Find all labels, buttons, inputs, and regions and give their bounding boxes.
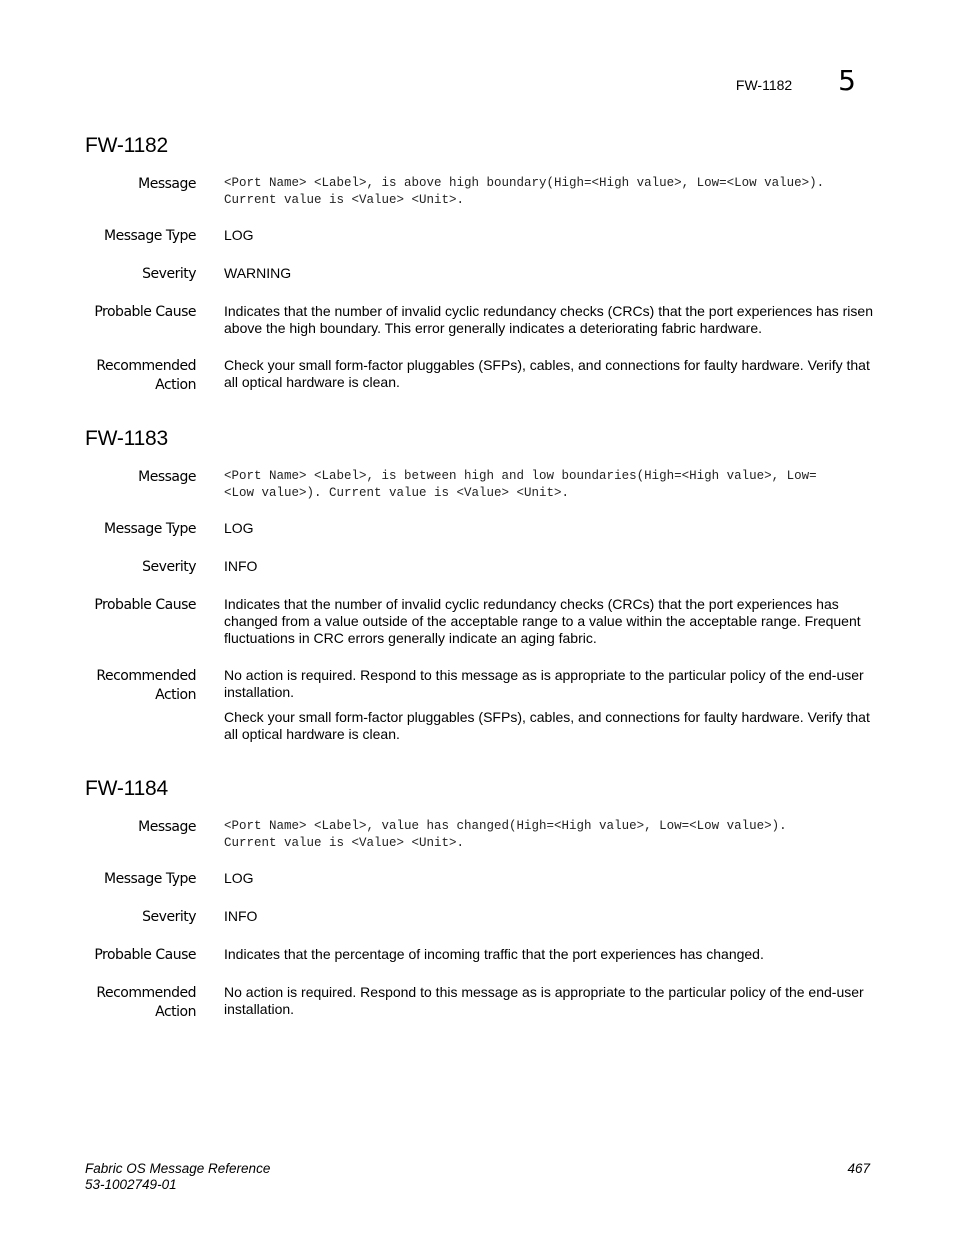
recommended-action-label-line1: Recommended [96, 985, 196, 1001]
section-title: FW-1184 [85, 777, 169, 800]
probable-cause-text: Indicates that the percentage of incoming traffic that the port experiences has changed. [224, 946, 764, 962]
message-text: <Port Name> <Label>, is above high boundary(High=<High value>, Low=<Low value>). Current value is <Value> <Unit>. [224, 176, 825, 207]
message-type-value: LOG [224, 227, 254, 243]
message-type-label: Message Type [104, 228, 196, 244]
recommended-action-paragraph: No action is required. Respond to this message as is appropriate to the particular policy of the end-user installation. [224, 984, 864, 1017]
severity-value: WARNING [224, 265, 292, 281]
message-label: Message [138, 176, 196, 192]
running-header-label: FW-1182 [735, 77, 793, 93]
section-title: FW-1183 [85, 427, 169, 450]
recommended-action-label [85, 667, 196, 705]
recommended-action-label-line1: Recommended [96, 358, 196, 374]
message-type-value: LOG [224, 870, 254, 886]
probable-cause-row [85, 303, 875, 337]
message-label: Message [138, 819, 196, 835]
message-row [85, 818, 875, 852]
footer-doc-title: Fabric OS Message Reference [85, 1161, 271, 1176]
page-footer [85, 1161, 870, 1193]
message-text: <Port Name> <Label>, is between high and low boundaries(High=<High value>, Low=<Low value>). Current value is <Value> <Unit>. [224, 469, 817, 500]
footer-page-number: 467 [847, 1161, 870, 1176]
recommended-action-paragraph: No action is required. Respond to this message as is appropriate to the particular policy of the end-user installation. [224, 667, 864, 700]
severity-label: Severity [142, 266, 196, 282]
severity-row [85, 908, 875, 926]
probable-cause-text: Indicates that the number of invalid cyclic redundancy checks (CRCs) that the port experiences has changed from a value outside of the acceptable range to a value within the acceptable range. Frequent fluctuations in CRC errors generally indicate an aging fabric. [224, 596, 861, 646]
message-label: Message [138, 469, 196, 485]
recommended-action-label-line2: Action [155, 687, 196, 703]
severity-value: INFO [224, 908, 258, 924]
probable-cause-row [85, 596, 875, 647]
message-section-fw-1183 [85, 427, 875, 743]
message-type-row [85, 227, 875, 245]
message-section-fw-1184 [85, 777, 875, 1018]
message-section-fw-1182 [85, 134, 875, 391]
severity-row [85, 265, 875, 283]
running-header [736, 64, 856, 97]
recommended-action-label [85, 984, 196, 1022]
message-type-row [85, 520, 875, 538]
probable-cause-row [85, 946, 875, 964]
probable-cause-label: Probable Cause [94, 597, 196, 613]
severity-label: Severity [142, 559, 196, 575]
recommended-action-text [224, 357, 875, 391]
severity-value: INFO [224, 558, 258, 574]
footer-doc-info [85, 1161, 270, 1193]
severity-label: Severity [142, 909, 196, 925]
footer-doc-number: 53-1002749-01 [85, 1177, 177, 1192]
message-text: <Port Name> <Label>, value has changed(High=<High value>, Low=<Low value>). Current value is <Value> <Unit>. [224, 819, 787, 850]
section-title: FW-1182 [85, 134, 169, 157]
message-row [85, 175, 875, 209]
message-row [85, 468, 875, 502]
recommended-action-row [85, 667, 875, 743]
recommended-action-paragraph: Check your small form-factor pluggables (SFPs), cables, and connections for faulty hardware. Verify that all optical hardware is clean. [224, 357, 870, 390]
probable-cause-label: Probable Cause [94, 304, 196, 320]
chapter-number: 5 [838, 64, 856, 97]
message-type-label: Message Type [104, 871, 196, 887]
recommended-action-label-line2: Action [155, 377, 196, 393]
recommended-action-text [224, 984, 875, 1018]
probable-cause-text: Indicates that the number of invalid cyclic redundancy checks (CRCs) that the port experiences has risen above the high boundary. This error generally indicates a deteriorating fabric hardware. [224, 303, 873, 336]
message-type-row [85, 870, 875, 888]
message-type-label: Message Type [104, 521, 196, 537]
recommended-action-row [85, 984, 875, 1018]
recommended-action-label-line2: Action [155, 1004, 196, 1020]
recommended-action-label-line1: Recommended [96, 668, 196, 684]
recommended-action-paragraph: Check your small form-factor pluggables (SFPs), cables, and connections for faulty hardware. Verify that all optical hardware is clean. [224, 709, 870, 742]
recommended-action-text [224, 667, 875, 743]
recommended-action-row [85, 357, 875, 391]
severity-row [85, 558, 875, 576]
message-type-value: LOG [224, 520, 254, 536]
probable-cause-label: Probable Cause [94, 947, 196, 963]
recommended-action-label [85, 357, 196, 395]
